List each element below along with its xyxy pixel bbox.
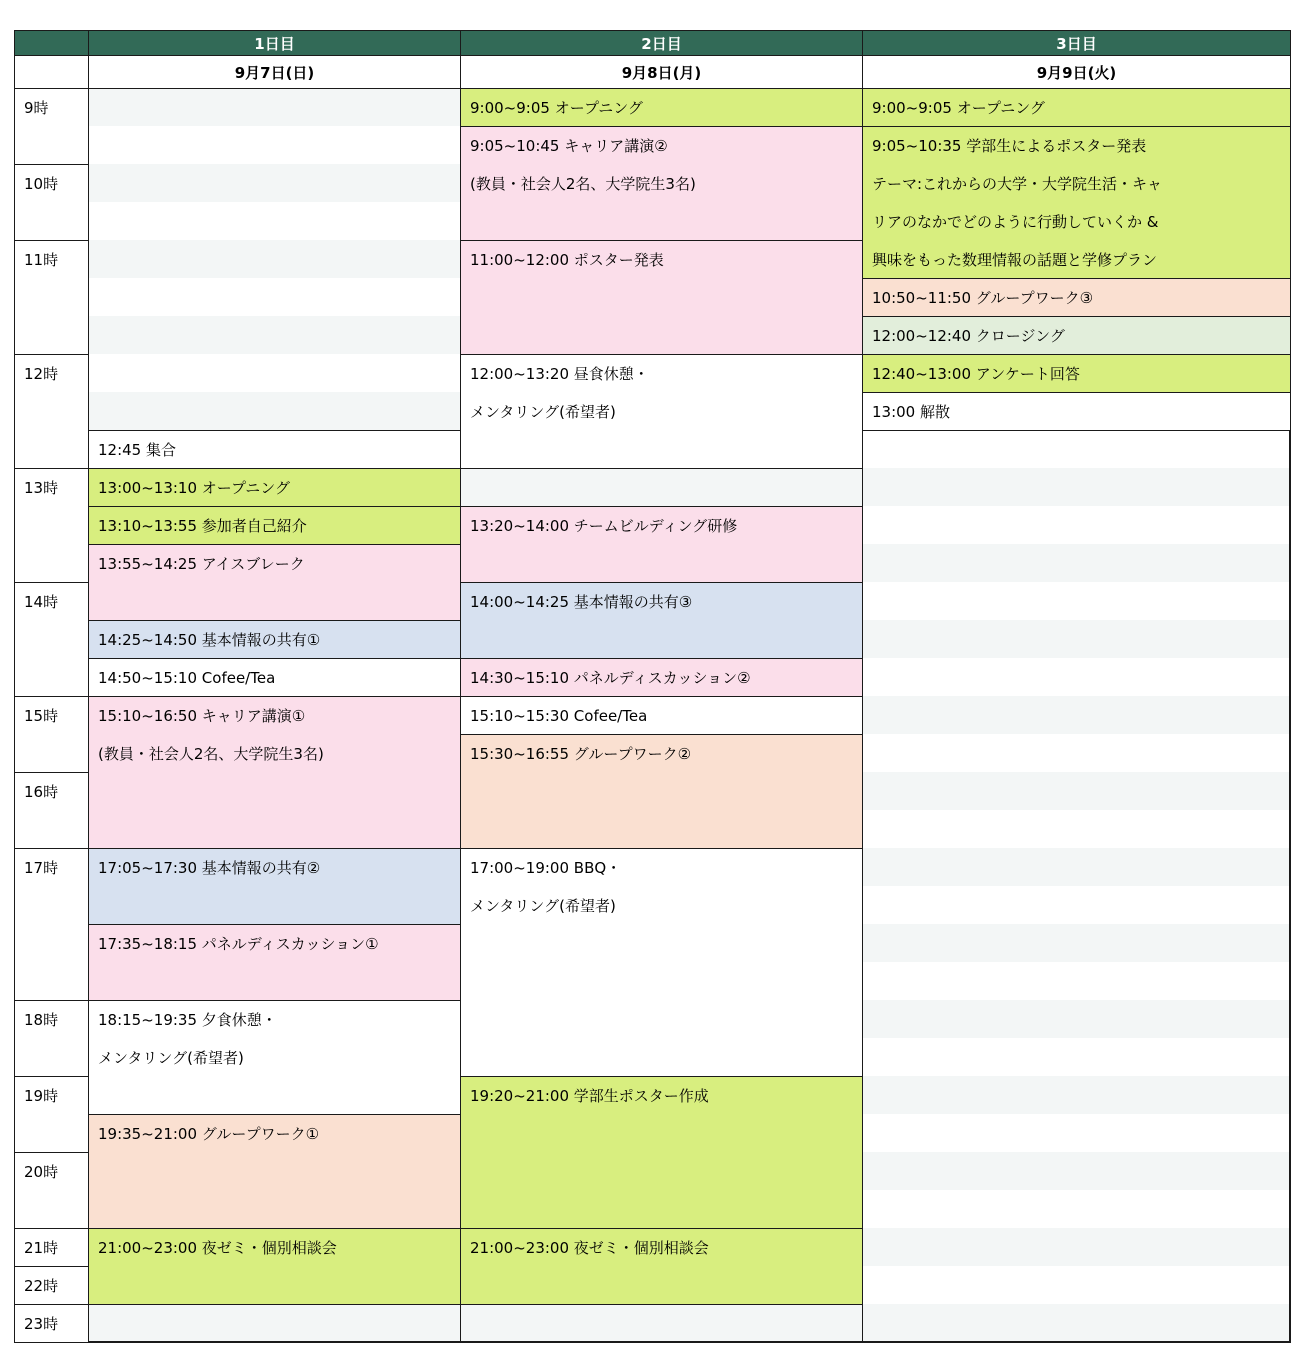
event-cell (460, 734, 863, 849)
event-text-line: メンタリング(希望者) (470, 403, 616, 421)
hour-cell: 21時 (14, 1228, 89, 1267)
event-text-line: 15:30~16:55 グループワーク② (470, 745, 692, 763)
event-cell (88, 620, 461, 659)
event-text-line: (教員・社会人2名、大学院生3名) (470, 175, 696, 193)
event-text-line: 14:50~15:10 Cofee/Tea (98, 669, 276, 687)
event-cell (88, 506, 461, 545)
table-horizontal-gridline (14, 1341, 1290, 1343)
hour-cell: 12時 (14, 354, 89, 469)
event-cell (88, 1228, 461, 1305)
day-header-2: 2日目 (460, 30, 863, 56)
event-cell (460, 354, 863, 469)
hour-cell: 13時 (14, 468, 89, 583)
hour-cell: 22時 (14, 1266, 89, 1305)
date-cell-3: 9月9日(火) (862, 55, 1291, 89)
event-cell (460, 582, 863, 659)
event-text-line: 12:40~13:00 アンケート回答 (872, 365, 1080, 383)
event-cell (88, 430, 461, 469)
hour-cell: 19時 (14, 1076, 89, 1153)
hour-cell: 18時 (14, 1000, 89, 1077)
row-band (862, 468, 1290, 506)
event-text-line: テーマ:これからの大学・大学院生活・キャ (872, 175, 1163, 193)
event-text-line: 14:25~14:50 基本情報の共有① (98, 631, 321, 649)
event-cell (460, 88, 863, 127)
event-text-line: 15:10~16:50 キャリア講演① (98, 707, 306, 725)
day-header-1: 1日目 (88, 30, 461, 56)
event-text-line: 14:00~14:25 基本情報の共有③ (470, 593, 693, 611)
event-text-line: 10:50~11:50 グループワーク③ (872, 289, 1094, 307)
event-cell (88, 658, 461, 697)
event-text-line: 9:05~10:45 キャリア講演② (470, 137, 668, 155)
event-text-line: リアのなかでどのように行動していくか & (872, 213, 1159, 231)
hour-cell: 20時 (14, 1152, 89, 1229)
row-band (862, 848, 1290, 886)
event-text-line: (教員・社会人2名、大学院生3名) (98, 745, 324, 763)
event-cell (460, 1228, 863, 1305)
event-text-line: メンタリング(希望者) (98, 1049, 244, 1067)
event-text-line: メンタリング(希望者) (470, 897, 616, 915)
event-cell (862, 88, 1291, 127)
event-cell (460, 240, 863, 355)
hour-cell: 9時 (14, 88, 89, 165)
row-band (88, 88, 460, 126)
event-cell (862, 316, 1291, 355)
event-text-line: 17:35~18:15 パネルディスカッション① (98, 935, 379, 953)
event-cell (88, 544, 461, 621)
event-cell (460, 126, 863, 241)
event-text-line: 13:10~13:55 参加者自己紹介 (98, 517, 307, 535)
event-cell (862, 126, 1291, 279)
date-cell-2: 9月8日(月) (460, 55, 863, 89)
event-text-line: 13:55~14:25 アイスブレーク (98, 555, 305, 573)
event-text-line: 21:00~23:00 夜ゼミ・個別相談会 (98, 1239, 337, 1257)
event-cell (460, 1076, 863, 1229)
event-text-line: 9:05~10:35 学部生によるポスター発表 (872, 137, 1147, 155)
row-band (862, 1000, 1290, 1038)
event-text-line: 18:15~19:35 夕食休憩・ (98, 1011, 277, 1029)
row-band (88, 240, 460, 278)
event-cell (460, 506, 863, 583)
hour-cell: 23時 (14, 1304, 89, 1343)
row-band (862, 1304, 1290, 1342)
row-band (862, 544, 1290, 582)
event-text-line: 17:05~17:30 基本情報の共有② (98, 859, 321, 877)
hour-cell: 16時 (14, 772, 89, 849)
event-text-line: 11:00~12:00 ポスター発表 (470, 251, 664, 269)
event-text-line: 13:00 解散 (872, 403, 950, 421)
row-band (862, 620, 1290, 658)
event-cell (88, 1114, 461, 1229)
hour-cell: 17時 (14, 848, 89, 1001)
event-text-line: 15:10~15:30 Cofee/Tea (470, 707, 648, 725)
event-cell (88, 924, 461, 1001)
event-cell (88, 696, 461, 849)
event-text-line: 13:20~14:00 チームビルディング研修 (470, 517, 738, 535)
event-text-line: 19:20~21:00 学部生ポスター作成 (470, 1087, 709, 1105)
event-cell (460, 848, 863, 1077)
row-band (460, 468, 862, 506)
hour-cell: 14時 (14, 582, 89, 697)
event-text-line: 12:00~13:20 昼食休憩・ (470, 365, 649, 383)
event-text-line: 12:45 集合 (98, 441, 176, 459)
date-cell-1: 9月7日(日) (88, 55, 461, 89)
row-band (862, 696, 1290, 734)
event-cell (88, 468, 461, 507)
event-text-line: 13:00~13:10 オープニング (98, 479, 290, 497)
row-band (862, 772, 1290, 810)
row-band (88, 316, 460, 354)
hour-cell: 15時 (14, 696, 89, 773)
row-band (88, 392, 460, 430)
event-cell (88, 1000, 461, 1115)
event-text-line: 12:00~12:40 クロージング (872, 327, 1065, 345)
corner-date-cell (14, 55, 89, 89)
row-band (460, 1304, 862, 1342)
hour-cell: 10時 (14, 164, 89, 241)
row-band (862, 1076, 1290, 1114)
event-text-line: 17:00~19:00 BBQ・ (470, 859, 622, 877)
event-text-line: 興味をもった数理情報の話題と学修プラン (872, 251, 1158, 269)
day-header-3: 3日目 (862, 30, 1291, 56)
row-band (862, 1152, 1290, 1190)
row-band (862, 1228, 1290, 1266)
row-band (862, 924, 1290, 962)
corner-header-cell (14, 30, 89, 56)
event-text-line: 14:30~15:10 パネルディスカッション② (470, 669, 751, 687)
event-cell (88, 848, 461, 925)
event-text-line: 9:00~9:05 オープニング (872, 99, 1045, 117)
event-cell (460, 696, 863, 735)
event-cell (862, 354, 1291, 393)
event-cell (460, 658, 863, 697)
event-cell (862, 392, 1291, 431)
event-text-line: 9:00~9:05 オープニング (470, 99, 643, 117)
row-band (88, 1304, 460, 1342)
event-cell (862, 278, 1291, 317)
event-text-line: 21:00~23:00 夜ゼミ・個別相談会 (470, 1239, 709, 1257)
row-band (88, 164, 460, 202)
event-text-line: 19:35~21:00 グループワーク① (98, 1125, 320, 1143)
hour-cell: 11時 (14, 240, 89, 355)
